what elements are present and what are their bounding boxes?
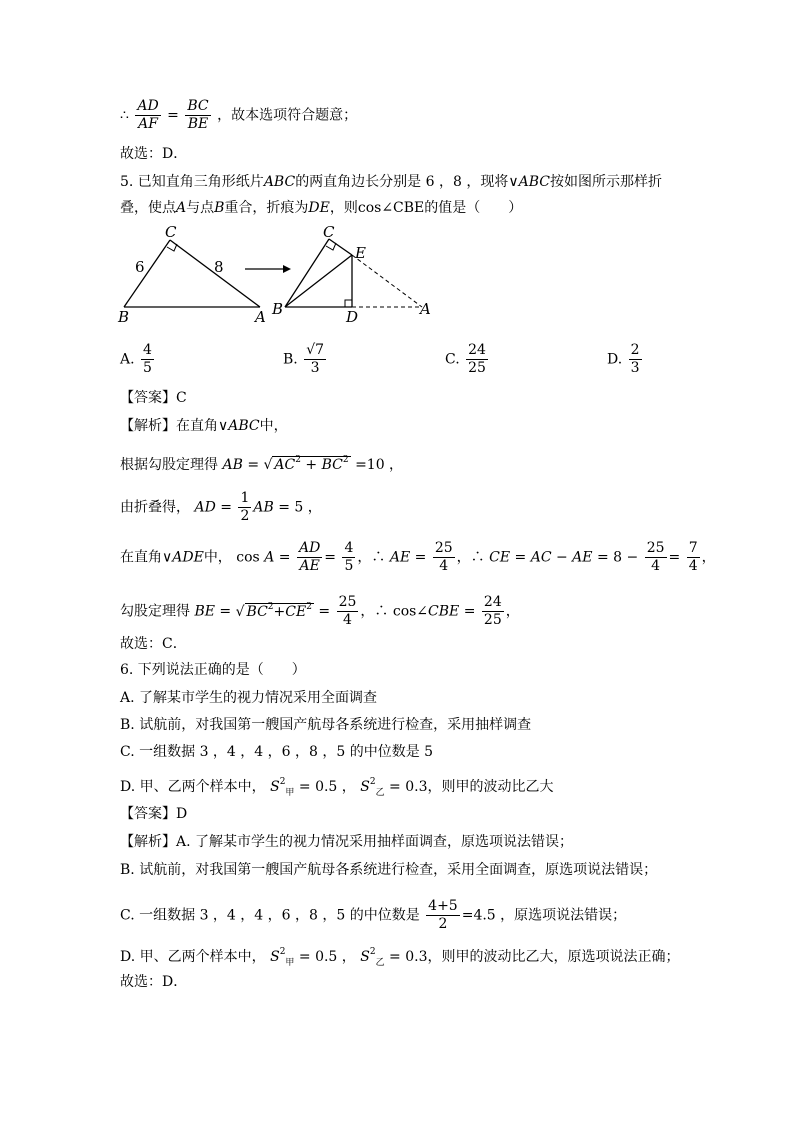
label-C-right: C (323, 223, 335, 241)
q6-option-c: C. 一组数据 3 ，4 ，4 ，6 ，8 ，5 的中位数是 5 (120, 744, 434, 760)
q6-analysis-c: C. 一组数据 3 ，4 ，4 ，6 ，8 ，5 的中位数是 $\frac{4+5}{2}$ =4.5 ，原选项说法错误； (120, 898, 627, 932)
side-6: 6 (135, 258, 145, 276)
label-A-left: A (255, 308, 266, 326)
q5-stem-line2: 叠，使点A与点B重合，折痕为DE，则cos∠CBE的值是（ ） (120, 200, 523, 216)
q5-stem-line1: 5. 已知直角三角形纸片ABC的两直角边长分别是 6 ，8 ，现将∨ABC按如图所示那样折 (120, 174, 662, 190)
q5-option-d: D. $\frac{2}{3}$ (607, 342, 640, 376)
q5-option-a: A. $\frac{4}{5}$ (120, 342, 152, 376)
q6-option-b: B. 试航前，对我国第一艘国产航母各系统进行检查，采用抽样调查 (120, 717, 532, 733)
q5-analysis-1: 【解析】在直角∨ABC中， (120, 418, 288, 434)
label-A-right: A (420, 300, 431, 318)
q6-answer-line: 故选：D． (120, 974, 188, 990)
q5-analysis-5: 勾股定理得 BE = √ $BC^2+CE^2$ = $\frac{25}{4}$ ，∴ cos∠CBE = $\frac{24}{25}$ ， (120, 594, 520, 628)
q6-analysis-d: D. 甲、乙两个样本中， $S^2_甲 = 0.5$ ， $S^2_乙 = 0.3$，则甲的波动比乙大，原选项说法正确； (120, 947, 680, 968)
label-E: E (355, 244, 366, 262)
q6-analysis-b: B. 试航前，对我国第一艘国产航母各系统进行检查，采用全面调查，原选项说法错误； (120, 862, 658, 878)
q5-option-c: C. $\frac{24}{25}$ (445, 342, 486, 376)
q6-stem: 6. 下列说法正确的是（ ） (120, 662, 306, 678)
label-D: D (346, 308, 359, 326)
prev-answer-line: 故选：D． (120, 146, 188, 162)
q6-answer: 【答案】D (120, 806, 188, 822)
q6-option-d: D. 甲、乙两个样本中， $S^2_甲 = 0.5$ ， $S^2_乙 = 0.3$，则甲的波动比乙大 (120, 777, 554, 798)
q5-answer: 【答案】C (120, 390, 187, 406)
q5-analysis-3: 由折叠得， AD = $\frac{1}{2}$ AB = 5 ， (120, 490, 322, 524)
q6-analysis-a: 【解析】A. 了解某市学生的视力情况采用抽样面调查，原选项说法错误； (120, 834, 574, 850)
label-B-left: B (118, 308, 130, 326)
folded-triangle (285, 239, 422, 307)
q5-option-b: B. $\frac{√7}{3}$ (283, 342, 325, 376)
side-8: 8 (214, 258, 224, 276)
q6-option-a: A. 了解某市学生的视力情况采用全面调查 (120, 690, 378, 706)
label-B-right: B (272, 300, 284, 318)
label-C-left: C (165, 223, 177, 241)
prev-conclusion: ∴ $\frac{AD}{AF}$ = $\frac{BC}{BE}$ ，故本选项符合题意； (120, 98, 358, 132)
q5-answer-line: 故选：C． (120, 636, 187, 652)
q5-fold-figure (115, 222, 445, 327)
arrow (245, 265, 291, 273)
q5-analysis-2: 根据勾股定理得 AB = √ $AC^2 + BC^2 =10$ ， (120, 455, 404, 473)
q5-analysis-4: 在直角∨ADE中， cos A = $\frac{AD}{AE}$ = $\frac{4}{5}$ ，∴ AE = $\frac{25}{4}$ ，∴ CE = AC − AE = 8 − $\frac{25}{4}$ = $\frac{7}{4}$ ， (120, 540, 716, 574)
